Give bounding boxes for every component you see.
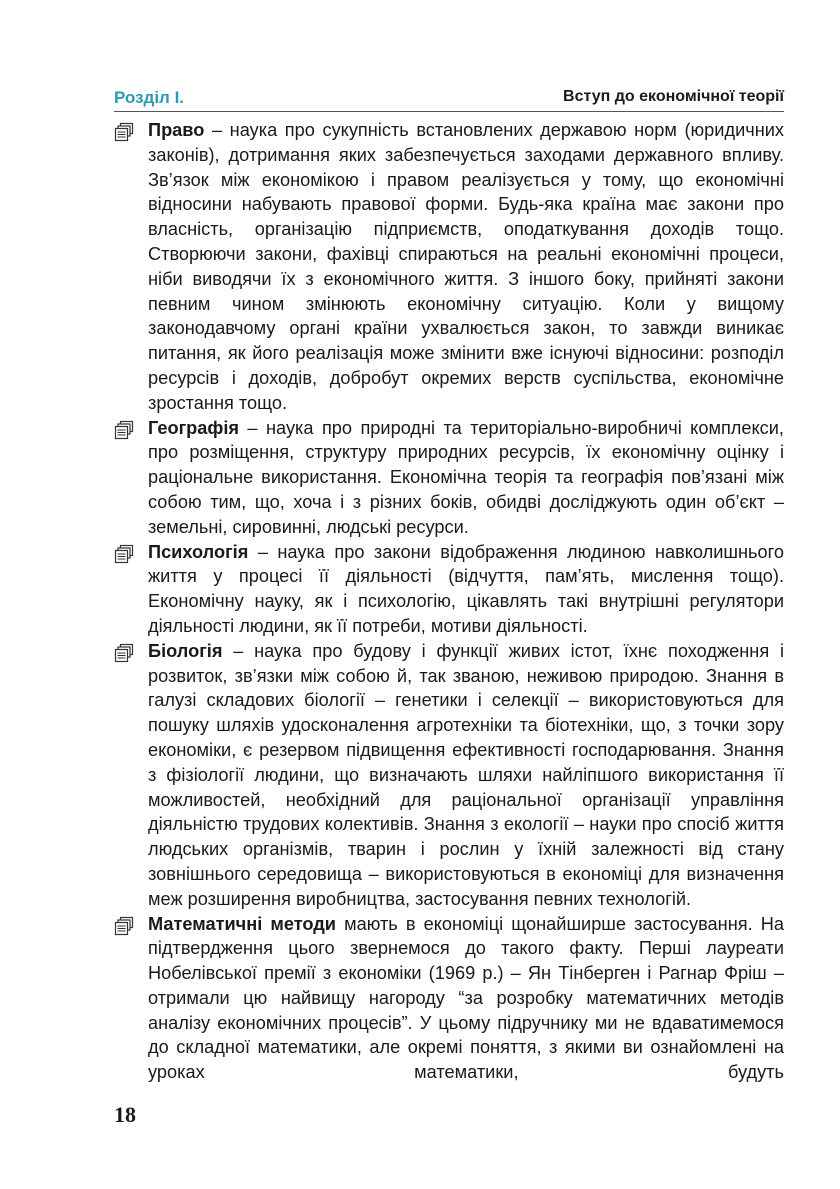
entry-term: Право [148,120,205,140]
entry-paragraph [148,540,784,639]
document-stack-icon [114,544,136,564]
entry-text: – наука про природні та територіально-виробничі комплекси, про розміщення, структуру природних ресурсів, їх економічну оцінку і раціональне використання. Економічна теорія та географія пов’язані між собою тим, що, хоча і з різних боків, обидві досліджують один об’єкт – земельні, сировинні, людські ресурси. [148,417,784,537]
entry-law [114,118,784,416]
entry-paragraph [148,118,784,416]
document-stack-icon [114,916,136,936]
header-divider [114,111,784,112]
entry-term: Психологія [148,541,249,562]
main-content [114,118,784,1085]
entry-text: – наука про сукупність встановлених державою норм (юридичних законів), дотримання яких забезпечується заходами державного впливу. Зв’язок між економікою і правом реалізується у тому, що економічні відносини набувають правової форми. Будь-яка країна має закони про власність, організацію підприємств, оподаткування доходів тощо. Створюючи закони, фахівці спираються на реальні економічні процеси, ніби виводячи їх з економічного життя. З іншого боку, прийняті закони певним чином змінюють економічну ситуацію. Коли у вищому законодавчому органі країни ухвалюється закон, то завжди виникає питання, як його реалізація може змінити вже існуючі відносини: розподіл ресурсів і доходів, добробут окремих верств суспільства, економічне зростання тощо. [148,120,784,413]
entry-text: – наука про будову і функції живих істот, їхнє походження і розвиток, зв’язки між собою й, так званою, неживою природою. Знання в галузі складових біології – генетики і селекції – використовуються для пошуку шляхів удосконалення агротехніки та біотехніки, що, з точки зору економіки, є резервом підвищення ефективності господарювання. Знання з фізіології людини, що визначають шляхи найліпшого використання її можливостей, необхідний для раціональної організації управління діяльністю трудових колективів. Знання з екології – науки про спосіб життя людських організмів, тварин і рослин у їхній залежності від стану зовнішнього середовища – використовуються в економіці для визначення меж розширення виробництва, застосування певних технологій. [148,640,784,909]
entry-term: Біологія [148,640,223,661]
document-stack-icon [114,643,136,663]
entry-paragraph [148,416,784,540]
entry-geography [114,416,784,540]
entry-term: Географія [148,417,239,438]
entry-term: Математичні методи [148,913,336,934]
page-number: 18 [114,1102,136,1127]
document-stack-icon [114,122,136,142]
chapter-title: Вступ до економічної теорії [563,88,784,105]
page-header [114,86,784,112]
entry-math-methods [114,912,784,1086]
document-stack-icon [114,420,136,440]
entry-biology [114,639,784,912]
section-label: Розділ I. [114,88,185,107]
entry-paragraph [148,639,784,912]
entry-psychology [114,540,784,639]
entry-paragraph [148,912,784,1086]
entry-text: – наука про закони відображення людиною навколишнього життя у процесі її діяльності (відчуття, пам’ять, мислення тощо). Економічну науку, як і психологію, цікавлять такі внутрішні регулятори діяльності людини, як її потреби, мотиви діяльності. [148,541,784,636]
entry-text: мають в економіці щонайширше застосування. На підтвердження цього звернемося до такого факту. Перші лауреати Нобелівської премії з економіки (1969 р.) – Ян Тінберген і Рагнар Фріш – отримали цю найвищу нагороду “за розробку математичних методів аналізу економічних процесів”. У цьому підручнику ми не вдаватимемося до складної математики, але окремі поняття, з якими ви ознайомлені на уроках математики, будуть [148,913,784,1083]
